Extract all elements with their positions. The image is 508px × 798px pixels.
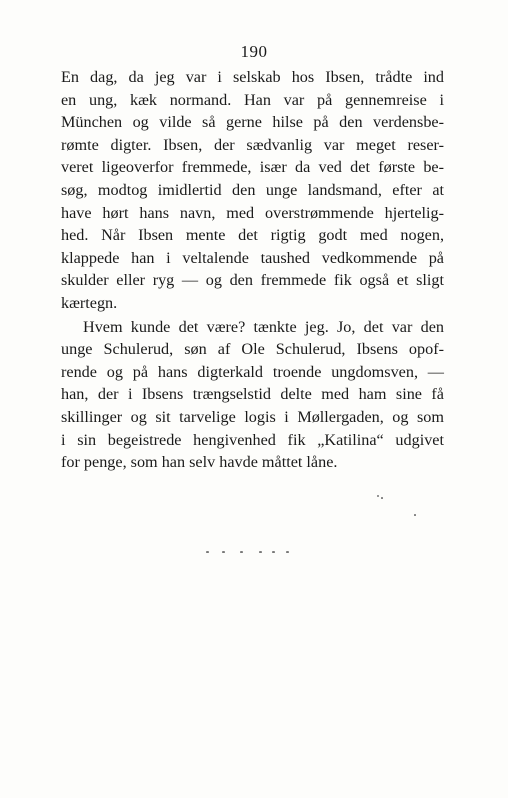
text-line: En dag, da jeg var i selskab hos Ibsen, trådte ind: [61, 68, 444, 86]
text-line: kærtegn.: [61, 293, 118, 312]
paragraph-2: [61, 316, 444, 474]
paragraph-1: [61, 66, 444, 315]
scan-speck: [206, 551, 209, 553]
scan-speck: [240, 551, 243, 553]
text-line: skillinger og sit tarvelige logis i Møllergaden, og som: [61, 407, 444, 426]
scan-speck: [286, 551, 289, 553]
text-line: for penge, som han selv havde måttet låne.: [61, 453, 338, 472]
scan-speck: [259, 551, 262, 553]
text-line: Hvem kunde det være? tænkte jeg. Jo, det var den: [83, 317, 444, 336]
text-line: søg, modtog imidlertid den unge landsmand, efter at: [61, 180, 444, 199]
body-text: [61, 66, 444, 474]
page-number: 190: [240, 42, 268, 61]
text-line: klappede han i veltalende taushed vedkommende på: [61, 248, 444, 267]
text-line: unge Schulerud, søn af Ole Schulerud, Ibsens opof-: [61, 340, 444, 359]
scan-speck: [381, 497, 383, 499]
text-line: en ung, kæk normand. Han var på gennemreise i: [61, 90, 444, 109]
scan-speck: [272, 551, 275, 553]
scan-speck: [414, 514, 416, 516]
text-line: hed. Når Ibsen mente det rigtig godt med nogen,: [61, 226, 444, 245]
text-line: veret ligeoverfor fremmede, især da ved det første be-: [61, 158, 444, 177]
text-line: rende og på hans digterkald troende ungdomsven, —: [61, 362, 444, 381]
text-line: München og vilde så gerne hilse på den verdensbe-: [61, 113, 444, 132]
text-line: skulder eller ryg — og den fremmede fik også et sligt: [61, 271, 444, 290]
text-line: have hørt hans navn, med overstrømmende hjertelig-: [61, 203, 444, 222]
text-line: rømte digter. Ibsen, der sædvanlig var meget reser-: [61, 135, 444, 154]
text-line: i sin begeistrede hengivenhed fik „Katilina“ udgivet: [61, 430, 444, 449]
scan-speck: [222, 551, 225, 553]
scan-speck: [377, 495, 379, 497]
text-line: han, der i Ibsens trængselstid delte med ham sine få: [61, 385, 444, 404]
